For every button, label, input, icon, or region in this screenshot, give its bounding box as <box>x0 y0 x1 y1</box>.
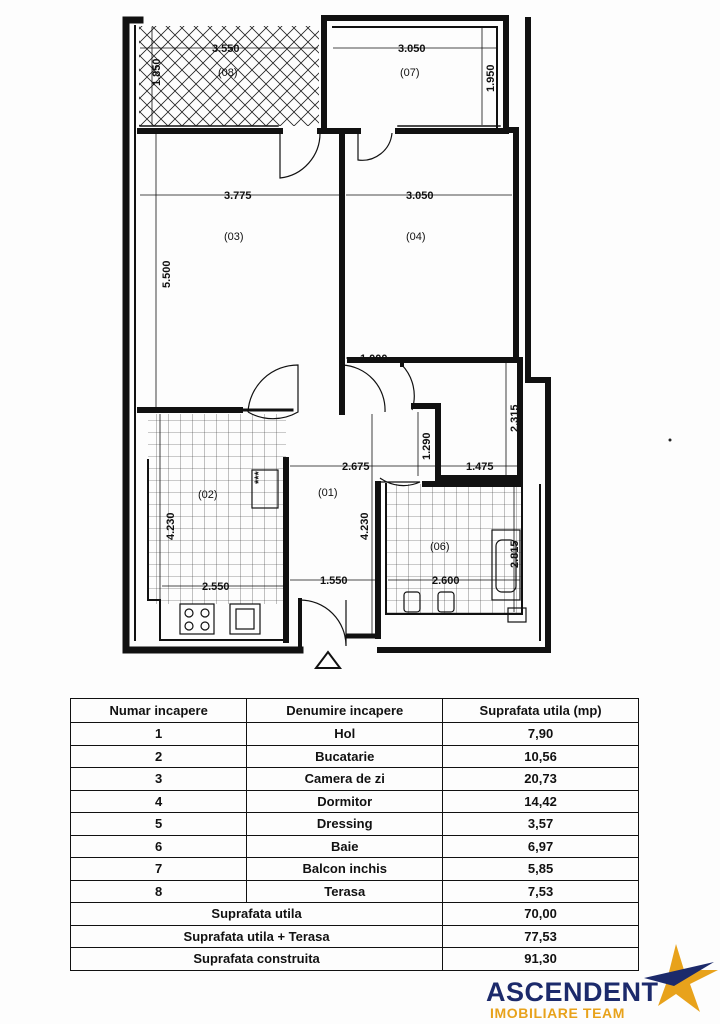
dim-hall-niche: 1.290 <box>421 432 433 460</box>
dim-bedroom-width: 3.050 <box>406 190 434 202</box>
table-cell: 70,00 <box>443 903 639 926</box>
dim-hall-width: 2.675 <box>342 461 370 473</box>
table-row <box>71 880 639 903</box>
table-cell: 7,90 <box>443 723 639 746</box>
table-cell: 4 <box>71 790 247 813</box>
sink-basin <box>236 609 254 629</box>
room-label-02: (02) <box>198 489 218 501</box>
dim-terrace-width: 3.550 <box>212 43 240 55</box>
table-header-row <box>71 699 639 723</box>
dim-bath-depth: 2.815 <box>509 540 521 568</box>
table-cell: 1 <box>71 723 247 746</box>
table-cell: 20,73 <box>443 768 639 791</box>
speck-mark <box>669 439 672 442</box>
table-cell: Bucatarie <box>247 745 443 768</box>
logo-brand: ASCENDENT <box>486 977 659 1007</box>
dim-balcony-width: 3.050 <box>398 43 426 55</box>
table-cell: Hol <box>247 723 443 746</box>
header-room-number: Numar incapere <box>71 699 247 723</box>
table-cell: Camera de zi <box>247 768 443 791</box>
dim-bath-width: 2.600 <box>432 575 460 587</box>
table-cell: Baie <box>247 835 443 858</box>
room-label-06: (06) <box>430 541 450 553</box>
room-label-04: (04) <box>406 231 426 243</box>
table-row <box>71 768 639 791</box>
dim-dressing-width: 1.475 <box>466 461 494 473</box>
dim-dressing-door: 1.000 <box>360 353 388 365</box>
logo-tagline: IMOBILIARE TEAM <box>490 1005 625 1021</box>
table-cell: Dormitor <box>247 790 443 813</box>
table-cell: 7 <box>71 858 247 881</box>
table-cell: 7,53 <box>443 880 639 903</box>
table-row <box>71 790 639 813</box>
kitchen-mark: *** <box>253 471 265 484</box>
table-row <box>71 858 639 881</box>
table-cell: Suprafata utila <box>71 903 443 926</box>
stove-burner-1 <box>185 609 193 617</box>
stove-burner-4 <box>201 622 209 630</box>
table-cell: 8 <box>71 880 247 903</box>
dim-living-depth: 5.500 <box>161 260 173 288</box>
table-cell: 6 <box>71 835 247 858</box>
table-cell: 6,97 <box>443 835 639 858</box>
table-cell: Terasa <box>247 880 443 903</box>
areas-table <box>70 698 639 971</box>
dim-living-width: 3.775 <box>224 190 252 202</box>
kitchen-tiles <box>148 414 286 604</box>
room-label-03: (03) <box>224 231 244 243</box>
dim-hall-depth: 4.230 <box>359 512 371 540</box>
table-cell: 10,56 <box>443 745 639 768</box>
dim-kitchen-width: 2.550 <box>202 581 230 593</box>
header-usable-area: Suprafata utila (mp) <box>443 699 639 723</box>
table-cell: Balcon inchis <box>247 858 443 881</box>
table-cell: Dressing <box>247 813 443 836</box>
table-cell: 77,53 <box>443 925 639 948</box>
table-row <box>71 813 639 836</box>
table-cell: 3,57 <box>443 813 639 836</box>
table-row <box>71 835 639 858</box>
table-cell: 2 <box>71 745 247 768</box>
header-room-name: Denumire incapere <box>247 699 443 723</box>
stove-burner-2 <box>201 609 209 617</box>
table-row <box>71 723 639 746</box>
room-label-08: (08) <box>218 67 238 79</box>
dim-terrace-depth: 1.850 <box>151 58 163 86</box>
table-cell: 5 <box>71 813 247 836</box>
table-cell: 5,85 <box>443 858 639 881</box>
table-cell: Suprafata utila + Terasa <box>71 925 443 948</box>
room-label-07: (07) <box>400 67 420 79</box>
table-cell: 14,42 <box>443 790 639 813</box>
table-cell: 91,30 <box>443 948 639 971</box>
ascendent-logo <box>484 944 720 1024</box>
dim-dressing-depth: 2.315 <box>509 404 521 432</box>
stove-burner-3 <box>185 622 193 630</box>
dim-balcony-depth: 1.950 <box>485 64 497 92</box>
total-row-usable <box>71 903 639 926</box>
dim-kitchen-depth: 4.230 <box>165 512 177 540</box>
table-cell: 3 <box>71 768 247 791</box>
table-cell: Suprafata construita <box>71 948 443 971</box>
table-row <box>71 745 639 768</box>
dim-entrance-width: 1.550 <box>320 575 348 587</box>
stove <box>180 604 214 634</box>
room-label-01: (01) <box>318 487 338 499</box>
entrance-triangle-icon <box>316 652 340 668</box>
